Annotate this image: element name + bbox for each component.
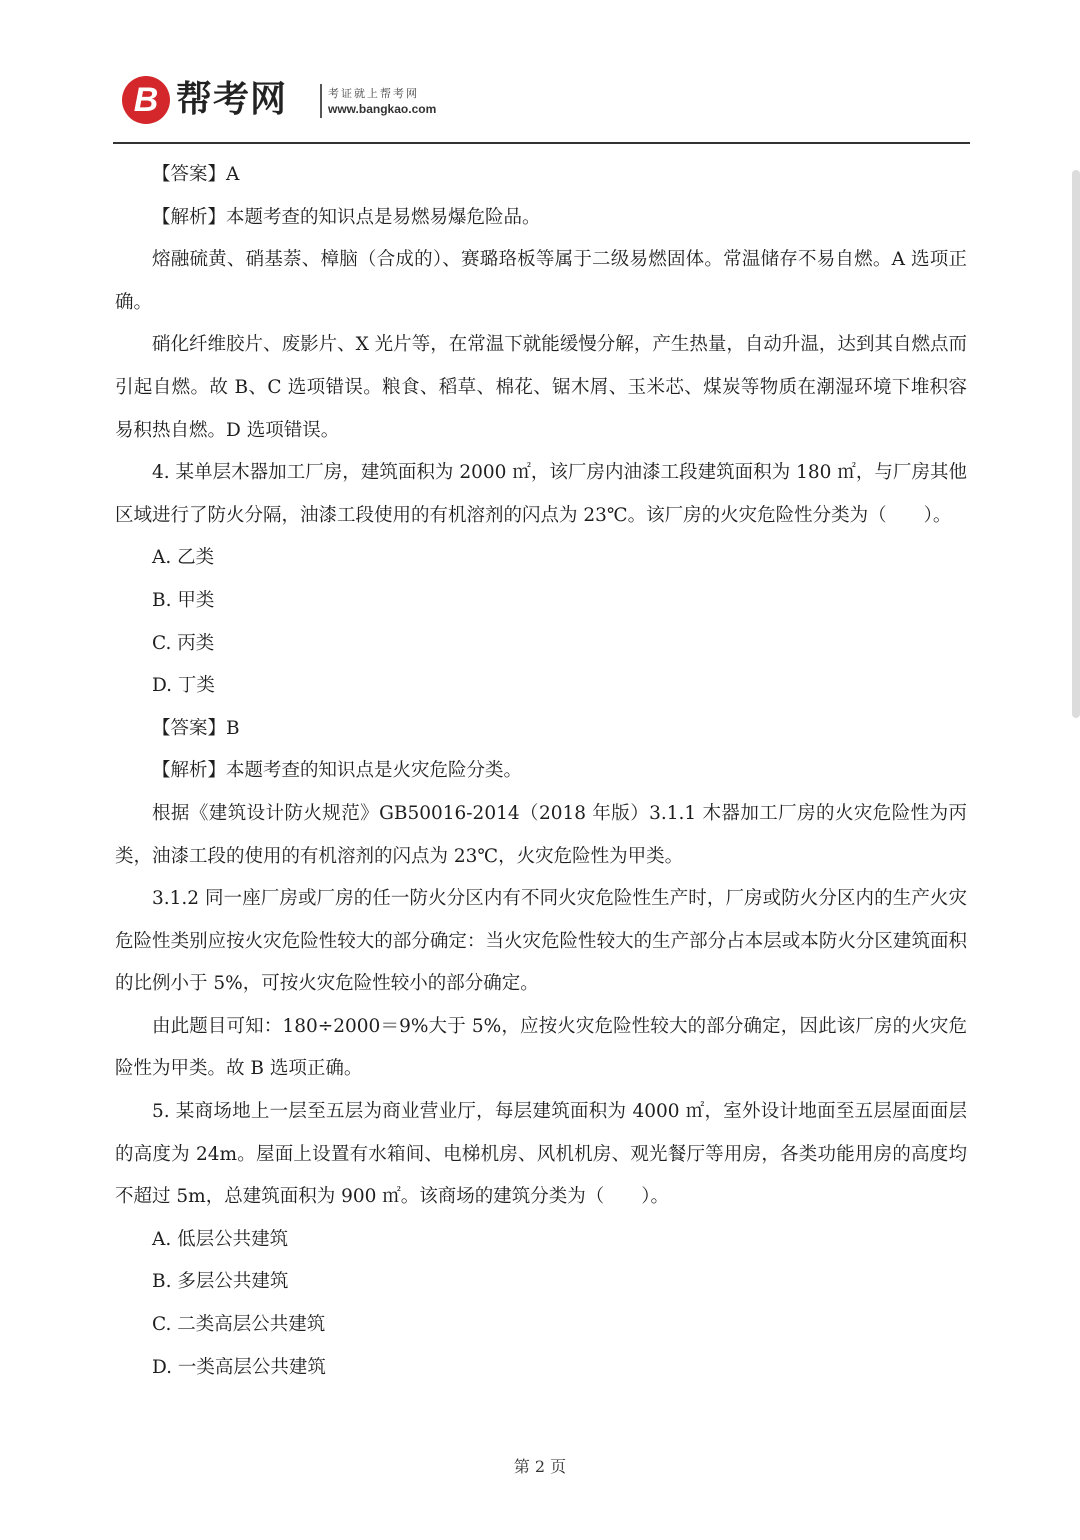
analysis-paragraph: 由此题目可知：180÷2000＝9%大于 5%，应按火灾危险性较大的部分确定，因此该厂房的火灾危险性为甲类。故 B 选项正确。 [115, 1015, 967, 1080]
question-5: 5. 某商场地上一层至五层为商业营业厅，每层建筑面积为 4000 ㎡，室外设计地面至五层屋面面层的高度为 24m。屋面上设置有水箱间、电梯机房、风机机房、观光餐厅等用房，各类功能用房的高度均不超过 5m，总建筑面积为 900 ㎡。该商场的建筑分类为（ ）。 [115, 1101, 967, 1208]
answer-label: 【答案】A [152, 164, 240, 185]
option-a: A. 低层公共建筑 [152, 1228, 289, 1250]
logo-name: 帮考网 [176, 79, 288, 120]
document-body [115, 154, 967, 1389]
scrollbar[interactable] [1072, 170, 1080, 718]
logo-url: www.bangkao.com [328, 102, 437, 116]
page-header [0, 0, 1080, 145]
option-b: B. 甲类 [152, 589, 215, 611]
analysis-paragraph: 3.1.2 同一座厂房或厂房的任一防火分区内有不同火灾危险性生产时，厂房或防火分区内的生产火灾危险性类别应按火灾危险性较大的部分确定：当火灾危险性较大的生产部分占本层或本防火分区建筑面积的比例小于 5%，可按火灾危险性较小的部分确定。 [115, 888, 967, 995]
option-c: C. 二类高层公共建筑 [152, 1314, 326, 1336]
option-d: D. 丁类 [152, 675, 215, 697]
analysis-paragraph: 硝化纤维胶片、废影片、X 光片等，在常温下就能缓慢分解，产生热量，自动升温，达到其自燃点而引起自燃。故 B、C 选项错误。粮食、稻草、棉花、锯木屑、玉米芯、煤炭等物质在潮湿环境下堆积容易积热自燃。D 选项错误。 [115, 334, 967, 441]
option-a: A. 乙类 [152, 547, 215, 569]
question-4: 4. 某单层木器加工厂房，建筑面积为 2000 ㎡，该厂房内油漆工段建筑面积为 180 ㎡，与厂房其他区域进行了防火分隔，油漆工段使用的有机溶剂的闪点为 23℃。该厂房的火灾危险性分类为（ ）。 [115, 462, 967, 526]
analysis-paragraph: 根据《建筑设计防火规范》GB50016-2014（2018 年版）3.1.1 木器加工厂房的火灾危险性为丙类，油漆工段的使用的有机溶剂的闪点为 23℃，火灾危险性为甲类。 [115, 802, 967, 867]
option-d: D. 一类高层公共建筑 [152, 1356, 326, 1378]
answer-label: 【答案】B [152, 717, 240, 739]
analysis-label: 【解析】本题考查的知识点是火灾危险分类。 [152, 760, 523, 782]
analysis-label: 【解析】本题考查的知识点是易燃易爆危险品。 [152, 206, 541, 228]
logo-divider [320, 84, 322, 118]
option-c: C. 丙类 [152, 632, 215, 654]
option-b: B. 多层公共建筑 [152, 1271, 289, 1293]
page-number: 第 2 页 [513, 1457, 567, 1476]
logo-b-icon: B [122, 76, 170, 124]
analysis-paragraph: 熔融硫黄、硝基萘、樟脑（合成的）、赛璐珞板等属于二级易燃固体。常温储存不易自燃。A 选项正确。 [115, 249, 967, 313]
header-divider [113, 142, 970, 144]
logo-slogan: 考证就上帮考网 [328, 87, 419, 100]
bangkao-logo [122, 76, 462, 128]
